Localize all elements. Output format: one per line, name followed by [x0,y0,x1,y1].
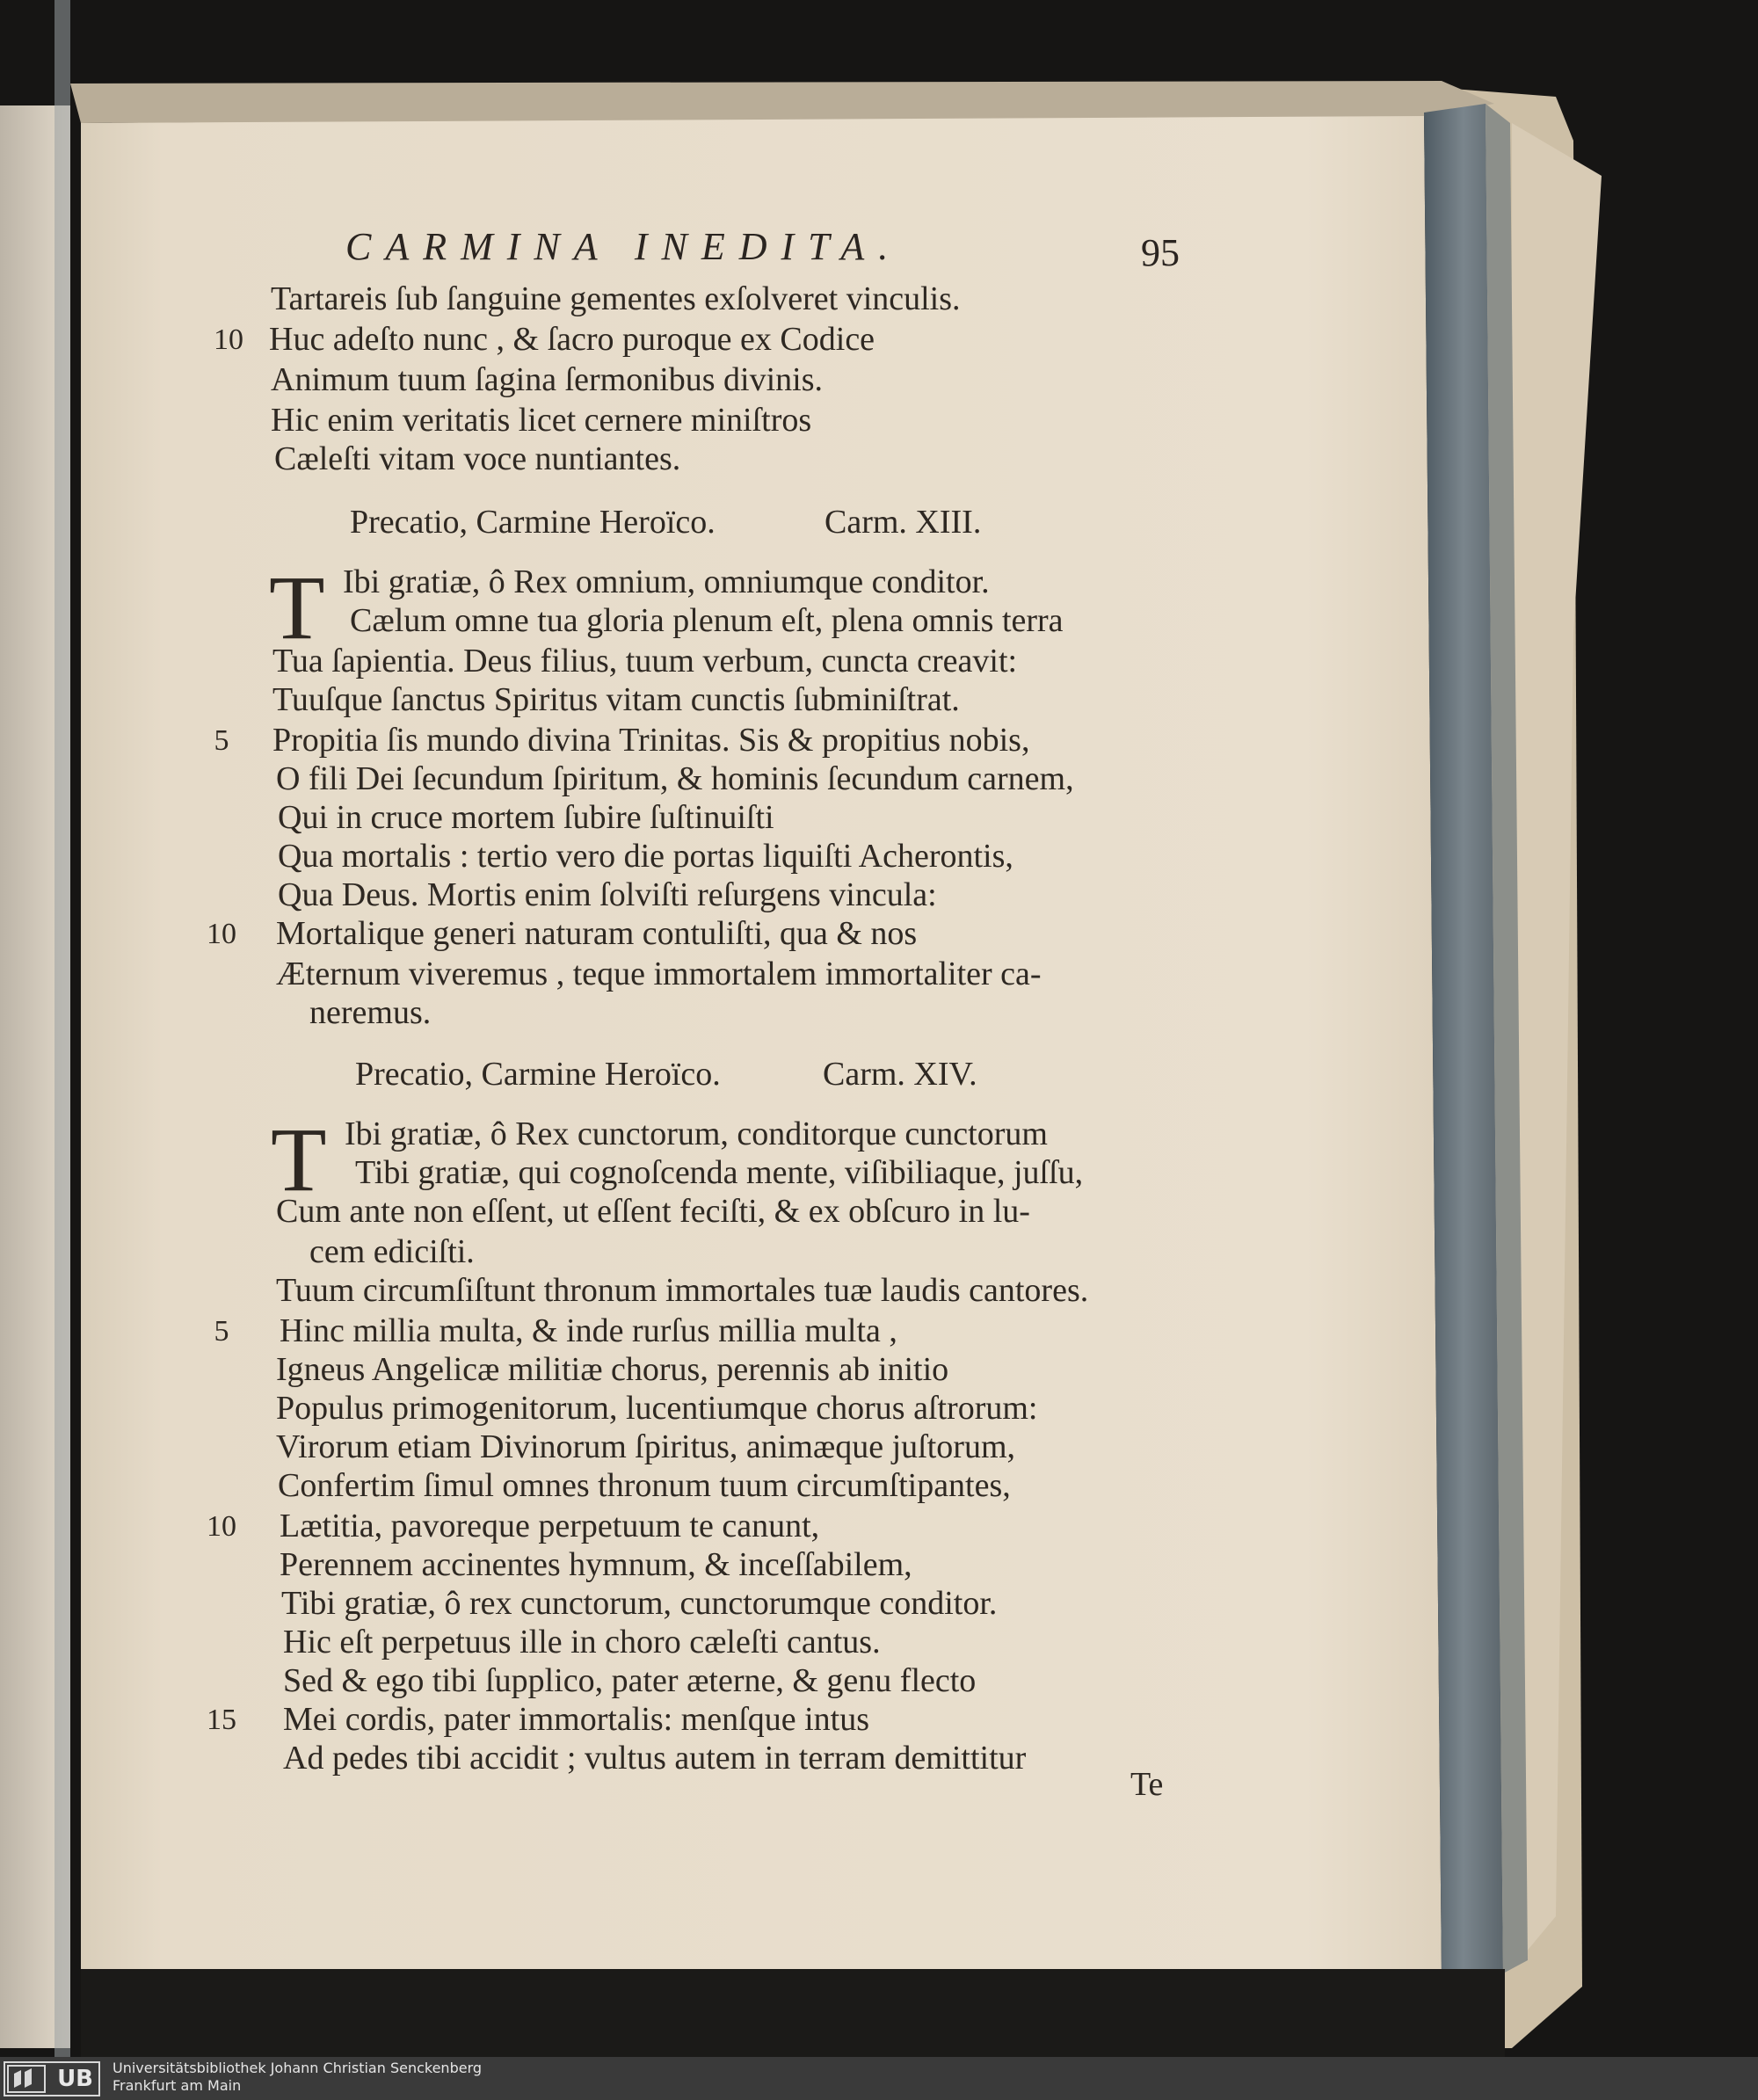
carmen-xiv-number: Carm. XIV. [823,1056,977,1093]
poem-line: neremus. [309,994,432,1031]
poem-line: Tartareis ſub ſanguine gementes exſolveret vinculis. [271,280,961,317]
line-number: 5 [214,1315,229,1348]
poem-line: Hinc millia multa, & inde rurſus millia multa , [280,1312,897,1349]
line-number: 5 [214,724,229,757]
poem-line: Cum ante non eſſent, ut eſſent feciſti, & ex obſcuro in lu- [276,1193,1030,1230]
line-number: 10 [207,1510,236,1543]
library-logo: UB [4,2061,100,2096]
carmen-xiv-dropcap: T [271,1109,327,1210]
poem-line: Mei cordis, pater immortalis: menſque intus [283,1701,869,1738]
poem-line: Tua ſapientia. Deus filius, tuum verbum, cuncta creavit: [272,643,1018,679]
poem-line: Qua Deus. Mortis enim ſolviſti reſurgens vincula: [278,876,937,913]
poem-line: Hic eſt perpetuus ille in choro cæleſti cantus. [283,1624,881,1660]
poem-line: cem ediciſti. [309,1233,475,1270]
poem-line: Cæleſti vitam voce nuntiantes. [274,440,681,477]
poem-line: Huc adeſto nunc , & ſacro puroque ex Codice [269,321,875,358]
poem-line: Igneus Angelicæ militiæ chorus, perennis ab initio [276,1351,949,1388]
poem-line: Animum tuum ſagina ſermonibus divinis. [271,361,824,398]
poem-line: Qui in cruce mortem ſubire ſuſtinuiſti [278,799,774,836]
catchword: Te [1130,1766,1164,1803]
poem-line: Ibi gratiæ, ô Rex cunctorum, conditorque cunctorum [345,1115,1048,1152]
poem-line: Æternum viveremus , teque immortalem immortaliter ca- [276,956,1042,992]
carmen-xiii-heading: Precatio, Carmine Heroïco. [350,504,716,541]
line-number: 10 [207,918,236,950]
page-number: 95 [1141,231,1180,274]
line-number: 15 [207,1704,236,1736]
poem-line: Hic enim veritatis licet cernere miniſtros [271,402,812,439]
poem-line: Tibi gratiæ, qui cognoſcenda mente, viſibiliaque, juſſu, [355,1154,1084,1191]
poem-line: Qua mortalis : tertio vero die portas liquiſti Acherontis, [278,838,1013,875]
carmen-xiii-number: Carm. XIII. [825,504,982,541]
poem-line: Virorum etiam Divinorum ſpiritus, animæque juſtorum, [276,1428,1016,1465]
library-city: Frankfurt am Main [113,2077,242,2094]
running-head: CARMINA INEDITA. [345,225,903,268]
library-name: Universitätsbibliothek Johann Christian Senckenberg [113,2060,483,2076]
poem-line: Confertim ſimul omnes thronum tuum circumſtipantes, [278,1467,1011,1504]
carmen-xiv-heading: Precatio, Carmine Heroïco. [355,1056,721,1093]
poem-line: Ad pedes tibi accidit ; vultus autem in terram demittitur [283,1740,1027,1777]
poem-line: Propitia ſis mundo divina Trinitas. Sis & propitius nobis, [272,722,1030,759]
poem-line: Populus primogenitorum, lucentiumque chorus aſtrorum: [276,1390,1038,1427]
poem-line: Sed & ego tibi ſupplico, pater æterne, & genu flecto [283,1662,977,1699]
poem-line: Lætitia, pavoreque perpetuum te canunt, [280,1508,820,1544]
poem-line: Tuuſque ſanctus Spiritus vitam cunctis ſubminiſtrat. [272,681,960,718]
line-number: 10 [214,323,243,356]
carmen-xiii-dropcap: T [269,557,325,658]
poem-line: Tibi gratiæ, ô rex cunctorum, cunctorumque conditor. [281,1585,998,1622]
poem-line: Tuum circumſiſtunt thronum immortales tuæ laudis cantores. [276,1272,1089,1309]
poem-line: Mortalique generi naturam contuliſti, qua & nos [276,915,918,952]
poem-line: Perennem accinentes hymnum, & inceſſabilem, [280,1546,912,1583]
poem-line: Cælum omne tua gloria plenum eſt, plena omnis terra [350,602,1064,639]
poem-line: O fili Dei ſecundum ſpiritum, & hominis ſecundum carnem, [276,760,1074,797]
poem-line: Ibi gratiæ, ô Rex omnium, omniumque conditor. [343,563,990,600]
